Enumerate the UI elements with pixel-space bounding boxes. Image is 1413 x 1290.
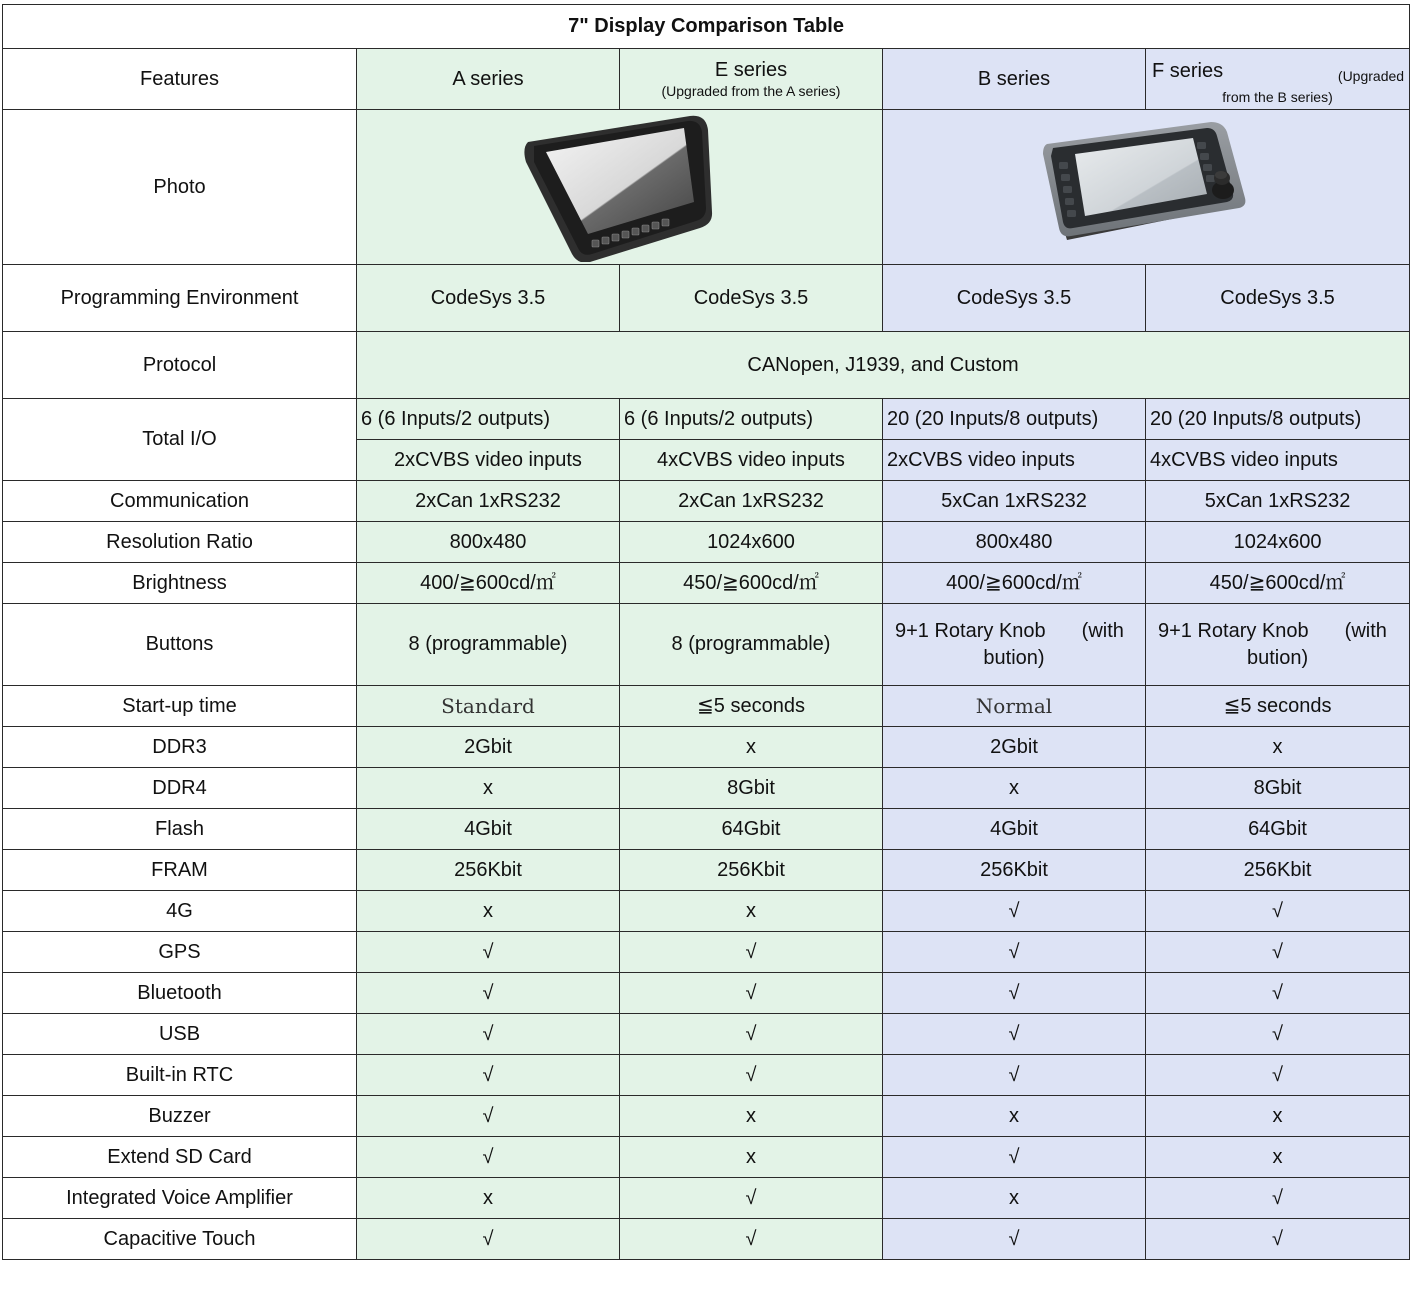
- cell-resolution-f: 1024x600: [1146, 522, 1410, 563]
- cell-flash-b: 4Gbit: [883, 809, 1146, 850]
- row-label-programming: Programming Environment: [3, 265, 357, 332]
- cell-4g-e: x: [620, 891, 883, 932]
- row-label-total-io: Total I/O: [3, 399, 357, 481]
- knob-text-b: 9+1 Rotary Knob: [895, 619, 1046, 642]
- f-series-note-bottom: from the B series): [1222, 89, 1333, 105]
- cell-fram-f: 256Kbit: [1146, 850, 1410, 891]
- cell-startup-a: Standard: [357, 686, 620, 727]
- row-label-bluetooth: Bluetooth: [3, 973, 357, 1014]
- cell-fram-e: 256Kbit: [620, 850, 883, 891]
- cell-ddr4-a: x: [357, 768, 620, 809]
- cell-ddr4-e: 8Gbit: [620, 768, 883, 809]
- row-label-protocol: Protocol: [3, 332, 357, 399]
- header-f-series: [1146, 49, 1410, 110]
- cell-usb-a: √: [357, 1014, 620, 1055]
- cell-io-e: 6 (6 Inputs/2 outputs): [620, 399, 883, 440]
- cell-video-f: 4xCVBS video inputs: [1146, 440, 1410, 481]
- cell-amp-e: √: [620, 1178, 883, 1219]
- cell-amp-b: x: [883, 1178, 1146, 1219]
- cell-usb-e: √: [620, 1014, 883, 1055]
- row-label-4g: 4G: [3, 891, 357, 932]
- cell-rtc-f: √: [1146, 1055, 1410, 1096]
- f-series-note-right: (Upgraded: [1337, 68, 1405, 84]
- cell-resolution-a: 800x480: [357, 522, 620, 563]
- table-title: 7" Display Comparison Table: [3, 5, 1410, 49]
- panel-display-b-icon: [1041, 120, 1251, 250]
- cell-programming-b: CodeSys 3.5: [883, 265, 1146, 332]
- photo-b-series: [883, 110, 1410, 265]
- cell-buttons-e: 8 (programmable): [620, 604, 883, 686]
- cell-programming-f: CodeSys 3.5: [1146, 265, 1410, 332]
- cell-amp-a: x: [357, 1178, 620, 1219]
- cell-usb-b: √: [883, 1014, 1146, 1055]
- cell-ddr4-b: x: [883, 768, 1146, 809]
- knob-with-b: (with: [1081, 619, 1124, 642]
- row-label-ddr4: DDR4: [3, 768, 357, 809]
- photo-label: Photo: [3, 110, 357, 265]
- row-label-ddr3: DDR3: [3, 727, 357, 768]
- cell-ddr3-f: x: [1146, 727, 1410, 768]
- cell-touch-b: √: [883, 1219, 1146, 1260]
- cell-buzzer-e: x: [620, 1096, 883, 1137]
- cell-communication-a: 2xCan 1xRS232: [357, 481, 620, 522]
- cell-fram-b: 256Kbit: [883, 850, 1146, 891]
- cell-touch-f: √: [1146, 1219, 1410, 1260]
- header-features: Features: [3, 49, 357, 110]
- comparison-table: [2, 4, 1410, 1260]
- row-label-brightness: Brightness: [3, 563, 357, 604]
- cell-4g-b: √: [883, 891, 1146, 932]
- cell-programming-e: CodeSys 3.5: [620, 265, 883, 332]
- row-label-buttons: Buttons: [3, 604, 357, 686]
- row-label-fram: FRAM: [3, 850, 357, 891]
- cell-buzzer-b: x: [883, 1096, 1146, 1137]
- cell-startup-f: ≦5 seconds: [1146, 686, 1410, 727]
- cell-ddr3-a: 2Gbit: [357, 727, 620, 768]
- cell-gps-b: √: [883, 932, 1146, 973]
- e-series-label: E series: [714, 59, 788, 81]
- cell-fram-a: 256Kbit: [357, 850, 620, 891]
- cell-brightness-e: 450/≧600cd/㎡: [620, 563, 883, 604]
- cell-resolution-e: 1024x600: [620, 522, 883, 563]
- cell-io-b: 20 (20 Inputs/8 outputs): [883, 399, 1146, 440]
- photo-a-series: [357, 110, 883, 265]
- cell-rtc-b: √: [883, 1055, 1146, 1096]
- knob-text-f: 9+1 Rotary Knob: [1158, 619, 1309, 642]
- cell-amp-f: √: [1146, 1178, 1410, 1219]
- cell-resolution-b: 800x480: [883, 522, 1146, 563]
- cell-video-b: 2xCVBS video inputs: [883, 440, 1146, 481]
- cell-brightness-a: 400/≧600cd/㎡: [357, 563, 620, 604]
- cell-video-a: 2xCVBS video inputs: [357, 440, 620, 481]
- cell-usb-f: √: [1146, 1014, 1410, 1055]
- cell-flash-e: 64Gbit: [620, 809, 883, 850]
- cell-io-a: 6 (6 Inputs/2 outputs): [357, 399, 620, 440]
- cell-io-f: 20 (20 Inputs/8 outputs): [1146, 399, 1410, 440]
- cell-ddr3-b: 2Gbit: [883, 727, 1146, 768]
- cell-flash-a: 4Gbit: [357, 809, 620, 850]
- cell-bluetooth-e: √: [620, 973, 883, 1014]
- cell-4g-a: x: [357, 891, 620, 932]
- cell-bluetooth-f: √: [1146, 973, 1410, 1014]
- tablet-display-a-icon: [520, 112, 720, 262]
- cell-brightness-f: 450/≧600cd/㎡: [1146, 563, 1410, 604]
- row-label-usb: USB: [3, 1014, 357, 1055]
- knob-bution-b: bution): [983, 646, 1045, 669]
- f-series-label: F series: [1152, 60, 1224, 82]
- cell-communication-b: 5xCan 1xRS232: [883, 481, 1146, 522]
- row-label-amp: Integrated Voice Amplifier: [3, 1178, 357, 1219]
- row-label-resolution: Resolution Ratio: [3, 522, 357, 563]
- cell-programming-a: CodeSys 3.5: [357, 265, 620, 332]
- cell-gps-f: √: [1146, 932, 1410, 973]
- cell-sd-b: √: [883, 1137, 1146, 1178]
- cell-gps-e: √: [620, 932, 883, 973]
- cell-communication-e: 2xCan 1xRS232: [620, 481, 883, 522]
- cell-startup-b: Normal: [883, 686, 1146, 727]
- row-label-communication: Communication: [3, 481, 357, 522]
- row-label-sd: Extend SD Card: [3, 1137, 357, 1178]
- row-label-startup: Start-up time: [3, 686, 357, 727]
- cell-communication-f: 5xCan 1xRS232: [1146, 481, 1410, 522]
- cell-gps-a: √: [357, 932, 620, 973]
- header-e-series: [620, 49, 883, 110]
- knob-bution-f: bution): [1246, 646, 1309, 669]
- cell-ddr3-e: x: [620, 727, 883, 768]
- cell-buzzer-a: √: [357, 1096, 620, 1137]
- cell-sd-f: x: [1146, 1137, 1410, 1178]
- cell-sd-e: x: [620, 1137, 883, 1178]
- header-b-series: B series: [883, 49, 1146, 110]
- cell-bluetooth-a: √: [357, 973, 620, 1014]
- cell-buttons-a: 8 (programmable): [357, 604, 620, 686]
- knob-with-f: (with: [1344, 619, 1387, 642]
- cell-rtc-e: √: [620, 1055, 883, 1096]
- cell-bluetooth-b: √: [883, 973, 1146, 1014]
- row-label-touch: Capacitive Touch: [3, 1219, 357, 1260]
- cell-buttons-b: [883, 604, 1146, 686]
- cell-ddr4-f: 8Gbit: [1146, 768, 1410, 809]
- row-label-gps: GPS: [3, 932, 357, 973]
- cell-video-e: 4xCVBS video inputs: [620, 440, 883, 481]
- cell-protocol: CANopen, J1939, and Custom: [357, 332, 1410, 399]
- header-a-series: A series: [357, 49, 620, 110]
- row-label-flash: Flash: [3, 809, 357, 850]
- row-label-buzzer: Buzzer: [3, 1096, 357, 1137]
- cell-brightness-b: 400/≧600cd/㎡: [883, 563, 1146, 604]
- cell-flash-f: 64Gbit: [1146, 809, 1410, 850]
- cell-touch-a: √: [357, 1219, 620, 1260]
- cell-touch-e: √: [620, 1219, 883, 1260]
- cell-4g-f: √: [1146, 891, 1410, 932]
- cell-sd-a: √: [357, 1137, 620, 1178]
- e-series-note: (Upgraded from the A series): [661, 83, 841, 99]
- row-label-rtc: Built-in RTC: [3, 1055, 357, 1096]
- cell-startup-e: ≦5 seconds: [620, 686, 883, 727]
- cell-buttons-f: [1146, 604, 1410, 686]
- cell-rtc-a: √: [357, 1055, 620, 1096]
- cell-buzzer-f: x: [1146, 1096, 1410, 1137]
